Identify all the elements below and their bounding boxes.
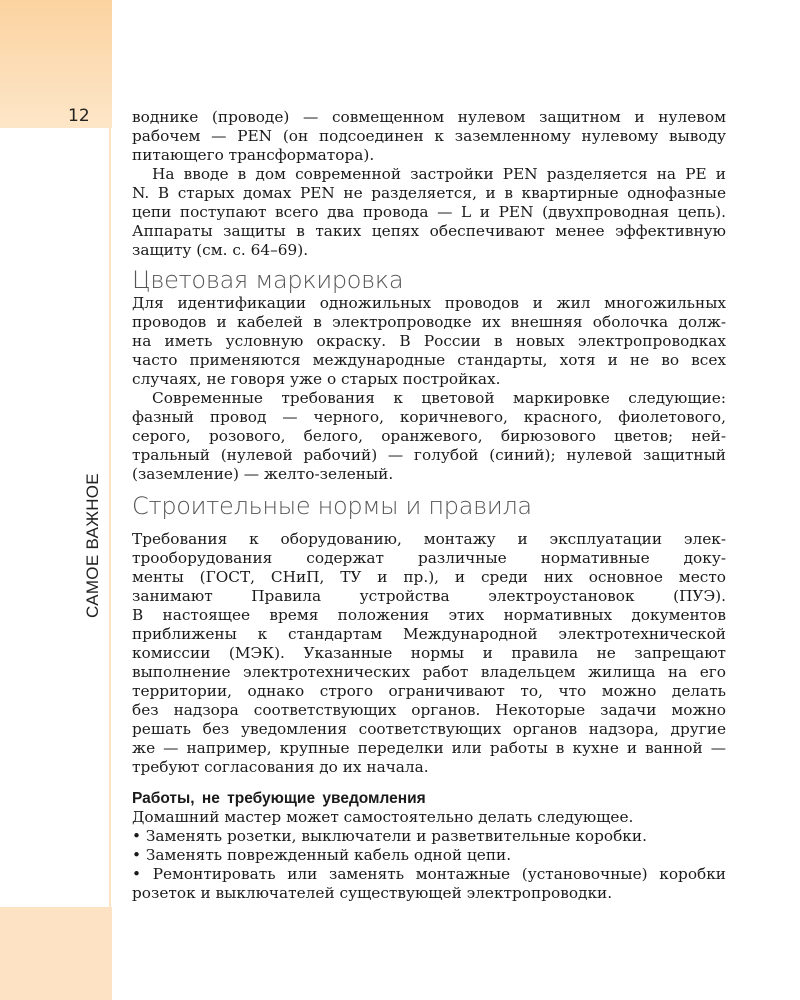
text-line: Для идентификации одножильных проводов и жил многожильных — [132, 294, 726, 312]
margin-accent-bottom — [0, 907, 112, 1000]
text-line: без надзора соответствующих органов. Некоторые задачи можно — [132, 701, 726, 719]
text-line: занимают Правила устройства электроустановок (ПУЭ). — [132, 587, 726, 605]
text-line: выполнение электротехнических работ владельцем жилища на его — [132, 663, 726, 681]
margin-accent-top — [0, 0, 112, 128]
text-line: рабочем — PEN (он подсоединен к заземленному нулевому выводу — [132, 127, 726, 145]
text-line: цепи поступают всего два провода — L и PEN (двухпроводная цепь). — [132, 203, 726, 221]
text-line: Требования к оборудованию, монтажу и эксплуатации элек- — [132, 530, 726, 548]
text-line: тральный (нулевой рабочий) — голубой (синий); нулевой защитный — [132, 446, 726, 464]
text-line: Аппараты защиты в таких цепях обеспечивают менее эффективную — [132, 222, 726, 240]
text-line: же — например, крупные переделки или работы в кухне и ванной — — [132, 739, 726, 757]
text-line: воднике (проводе) — совмещенном нулевом защитном и нулевом — [132, 108, 726, 126]
text-line: На вводе в дом современной застройки PEN разделяется на PE и — [152, 165, 726, 183]
text-line: В настоящее время положения этих нормативных документов — [132, 606, 726, 624]
subsection-heading: Работы, не требующие уведомления — [132, 790, 426, 807]
text-line: защиту (см. с. 64–69). — [132, 241, 309, 259]
bullet-item: • Заменять поврежденный кабель одной цепи. — [132, 846, 512, 864]
text-line: часто применяются международные стандарты, хотя и не во всех — [132, 351, 726, 369]
page-number: 12 — [68, 106, 90, 126]
text-line: питающего трансформатора). — [132, 146, 375, 164]
text-line: требуют согласования до их начала. — [132, 758, 429, 776]
section-heading: Строительные нормы и правила — [132, 492, 532, 520]
bullet-item: • Заменять розетки, выключатели и разветвительные коробки. — [132, 827, 647, 845]
text-line: случаях, не говоря уже о старых постройках. — [132, 370, 501, 388]
section-heading: Цветовая маркировка — [132, 266, 404, 294]
text-line: трооборудования содержат различные нормативные доку- — [132, 549, 726, 567]
text-line: Современные требования к цветовой маркировке следующие: — [152, 389, 726, 407]
margin-rule — [109, 128, 111, 907]
text-line: территории, однако строго ограничивают то, что можно делать — [132, 682, 726, 700]
text-line: розеток и выключателей существующей электропроводки. — [132, 884, 613, 902]
section-side-label: САМОЕ ВАЖНОЕ — [83, 473, 102, 618]
text-line: фазный провод — черного, коричневого, красного, фиолетового, — [132, 408, 726, 426]
text-line: комиссии (МЭК). Указанные нормы и правила не запрещают — [132, 644, 726, 662]
text-line: на иметь условную окраску. В России в новых электропроводках — [132, 332, 726, 350]
bullet-item: • Ремонтировать или заменять монтажные (установочные) коробки — [132, 865, 726, 883]
page-body — [132, 108, 726, 903]
text-line: серого, розового, белого, оранжевого, бирюзового цветов; ней- — [132, 427, 726, 445]
text-line: Домашний мастер может самостоятельно делать следующее. — [132, 808, 634, 826]
text-line: (заземление) — желто-зеленый. — [132, 465, 394, 483]
text-line: приближены к стандартам Международной электротехнической — [132, 625, 726, 643]
text-line: N. В старых домах PEN не разделяется, и в квартирные однофазные — [132, 184, 726, 202]
text-line: решать без уведомления соответствующих органов надзора, другие — [132, 720, 726, 738]
text-line: менты (ГОСТ, СНиП, ТУ и пр.), и среди них основное место — [132, 568, 726, 586]
text-line: проводов и кабелей в электропроводке их внешняя оболочка долж- — [132, 313, 726, 331]
